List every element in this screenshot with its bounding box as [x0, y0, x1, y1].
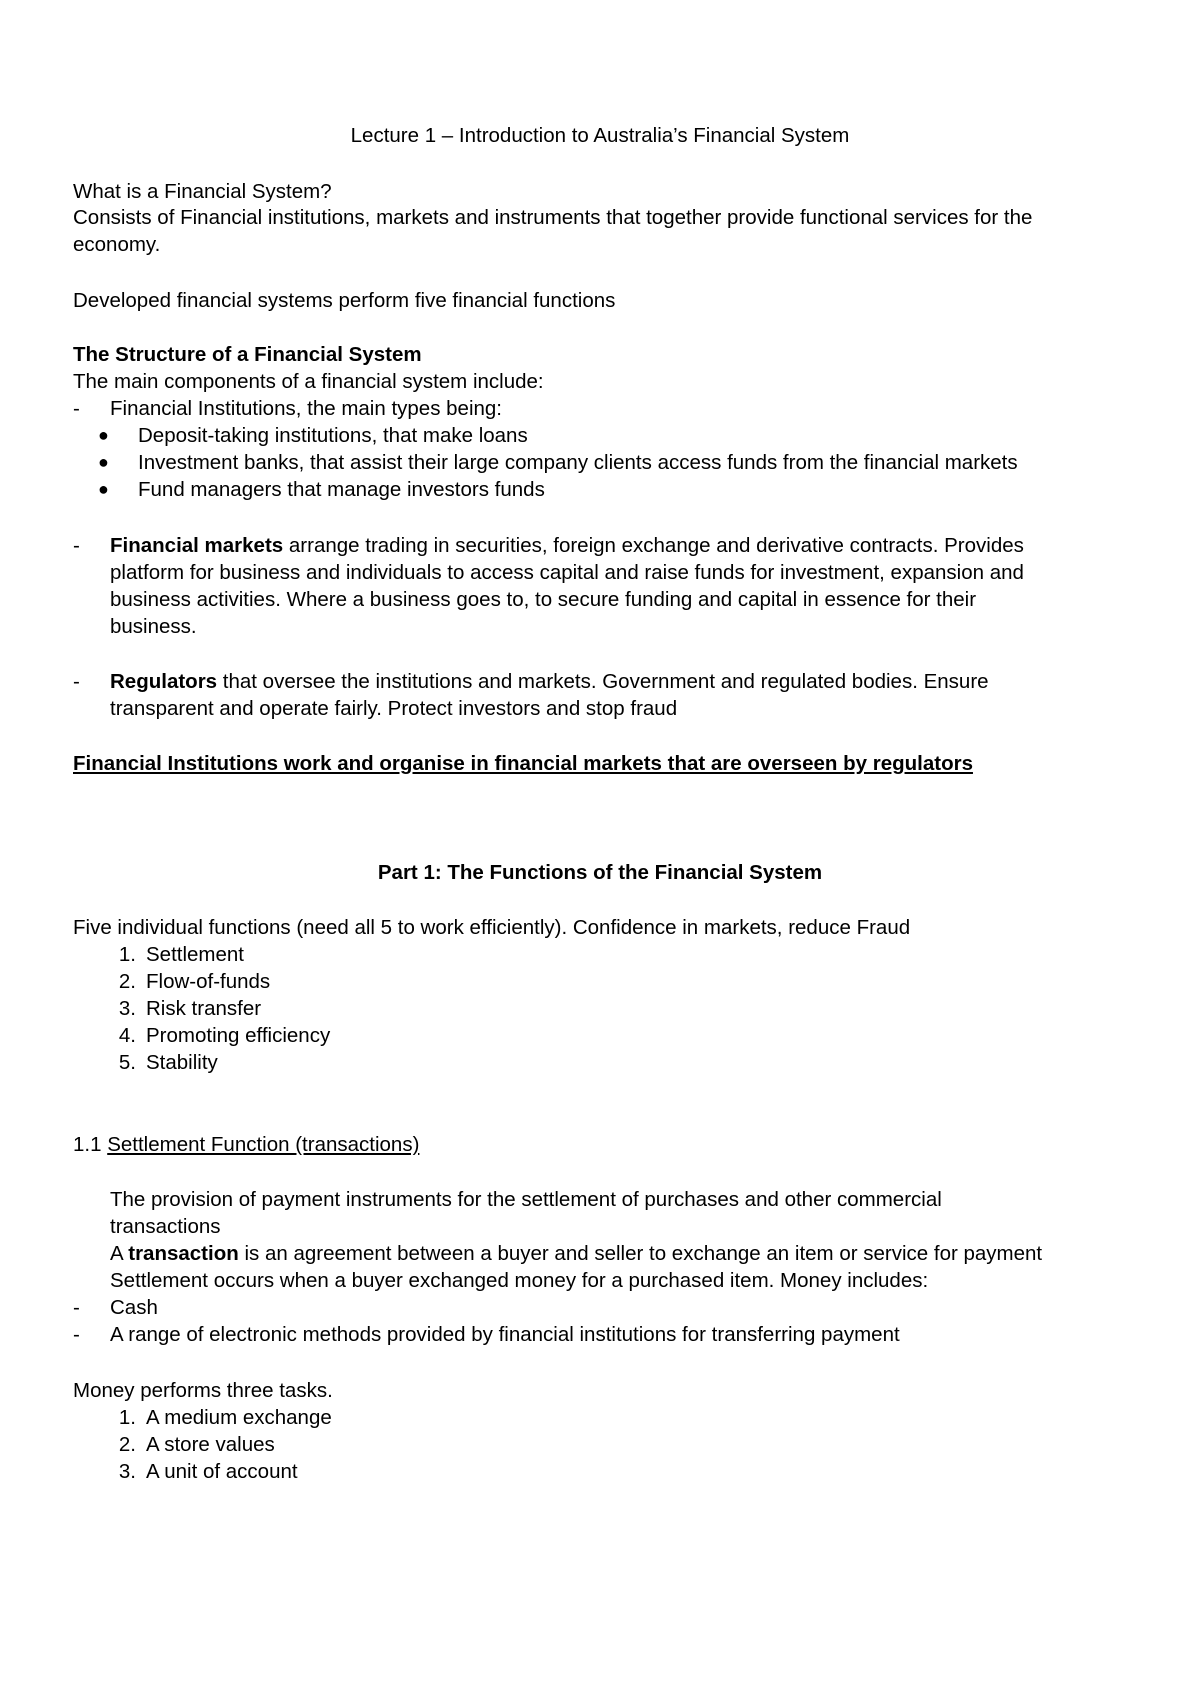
part1-heading-text: Part 1: The Functions of the Financial System: [377, 861, 823, 884]
functions-note: Developed financial systems perform five financial functions: [73, 289, 616, 312]
dash-marker: -: [73, 534, 80, 557]
transaction-prefix: A: [110, 1242, 129, 1265]
structure-heading: [73, 340, 422, 369]
regulators-term: Regulators: [110, 670, 218, 693]
institution-type: Fund managers that manage investors funds: [138, 478, 545, 501]
function-item: Flow-of-funds: [146, 970, 271, 993]
provision-line-2: transactions: [110, 1215, 221, 1238]
settlement-occurs: Settlement occurs when a buyer exchanged money for a purchased item. Money includes:: [110, 1269, 929, 1292]
part1-heading: [0, 858, 1200, 887]
money-task: A medium exchange: [146, 1406, 332, 1429]
function-item: Promoting efficiency: [146, 1024, 331, 1047]
document-title: Lecture 1 – Introduction to Australia’s Financial System: [350, 124, 850, 147]
markets-line-2: platform for business and individuals to access capital and raise funds for investment, expansion and: [110, 561, 1024, 584]
institution-type: Deposit-taking institutions, that make loans: [138, 424, 528, 447]
dash-marker: -: [73, 397, 80, 420]
structure-lead: The main components of a financial system include:: [73, 370, 544, 393]
list-number: 4.: [118, 1024, 136, 1047]
function-item: Settlement: [146, 943, 244, 966]
intro-question: What is a Financial System?: [73, 180, 332, 203]
transaction-term: transaction: [128, 1242, 239, 1265]
markets-term: Financial markets: [110, 534, 284, 557]
list-number: 5.: [118, 1051, 136, 1074]
part1-lead: Five individual functions (need all 5 to work efficiently). Confidence in markets, reduce Fraud: [73, 916, 911, 939]
list-number: 2.: [118, 970, 136, 993]
markets-line-3: business activities. Where a business goes to, to secure funding and capital in essence for their: [110, 588, 977, 611]
transaction-definition: [110, 1239, 1042, 1268]
regulators-line-2: transparent and operate fairly. Protect investors and stop fraud: [110, 697, 678, 720]
function-item: Stability: [146, 1051, 218, 1074]
intro-definition-line-1: Consists of Financial institutions, markets and instruments that together provide functional services for the: [73, 206, 1033, 229]
dash-marker: -: [73, 1323, 80, 1346]
settlement-heading: [73, 1130, 419, 1159]
money-item: A range of electronic methods provided by financial institutions for transferring payment: [110, 1323, 900, 1346]
list-number: 3.: [118, 997, 136, 1020]
regulators-text: that oversee the institutions and markets. Government and regulated bodies. Ensure: [217, 670, 989, 693]
markets-line-1: [110, 531, 1024, 560]
dash-marker: -: [73, 670, 80, 693]
list-number: 3.: [118, 1460, 136, 1483]
list-number: 1.: [118, 943, 136, 966]
institution-type: Investment banks, that assist their large company clients access funds from the financial markets: [138, 451, 1018, 474]
structure-summary-text: Financial Institutions work and organise in financial markets that are overseen by regulators: [73, 752, 973, 775]
money-tasks-lead: Money performs three tasks.: [73, 1379, 333, 1402]
bullet-marker: ●: [98, 479, 109, 499]
bullet-marker: ●: [98, 425, 109, 445]
list-number: 2.: [118, 1433, 136, 1456]
settlement-heading-text: Settlement Function (transactions): [107, 1133, 420, 1156]
institutions-label: Financial Institutions, the main types being:: [110, 397, 502, 420]
money-item: Cash: [110, 1296, 158, 1319]
markets-text: arrange trading in securities, foreign exchange and derivative contracts. Provides: [283, 534, 1024, 557]
money-task: A store values: [146, 1433, 275, 1456]
bullet-marker: ●: [98, 452, 109, 472]
structure-heading-text: The Structure of a Financial System: [73, 343, 422, 366]
list-number: 1.: [118, 1406, 136, 1429]
transaction-text: is an agreement between a buyer and seller to exchange an item or service for payment: [238, 1242, 1043, 1265]
money-task: A unit of account: [146, 1460, 298, 1483]
regulators-line-1: [110, 667, 989, 696]
structure-summary: [73, 749, 973, 778]
dash-marker: -: [73, 1296, 80, 1319]
intro-definition-line-2: economy.: [73, 233, 161, 256]
provision-line-1: The provision of payment instruments for the settlement of purchases and other commercial: [110, 1188, 942, 1211]
markets-line-4: business.: [110, 615, 197, 638]
settlement-section-number: 1.1: [73, 1133, 108, 1156]
function-item: Risk transfer: [146, 997, 262, 1020]
